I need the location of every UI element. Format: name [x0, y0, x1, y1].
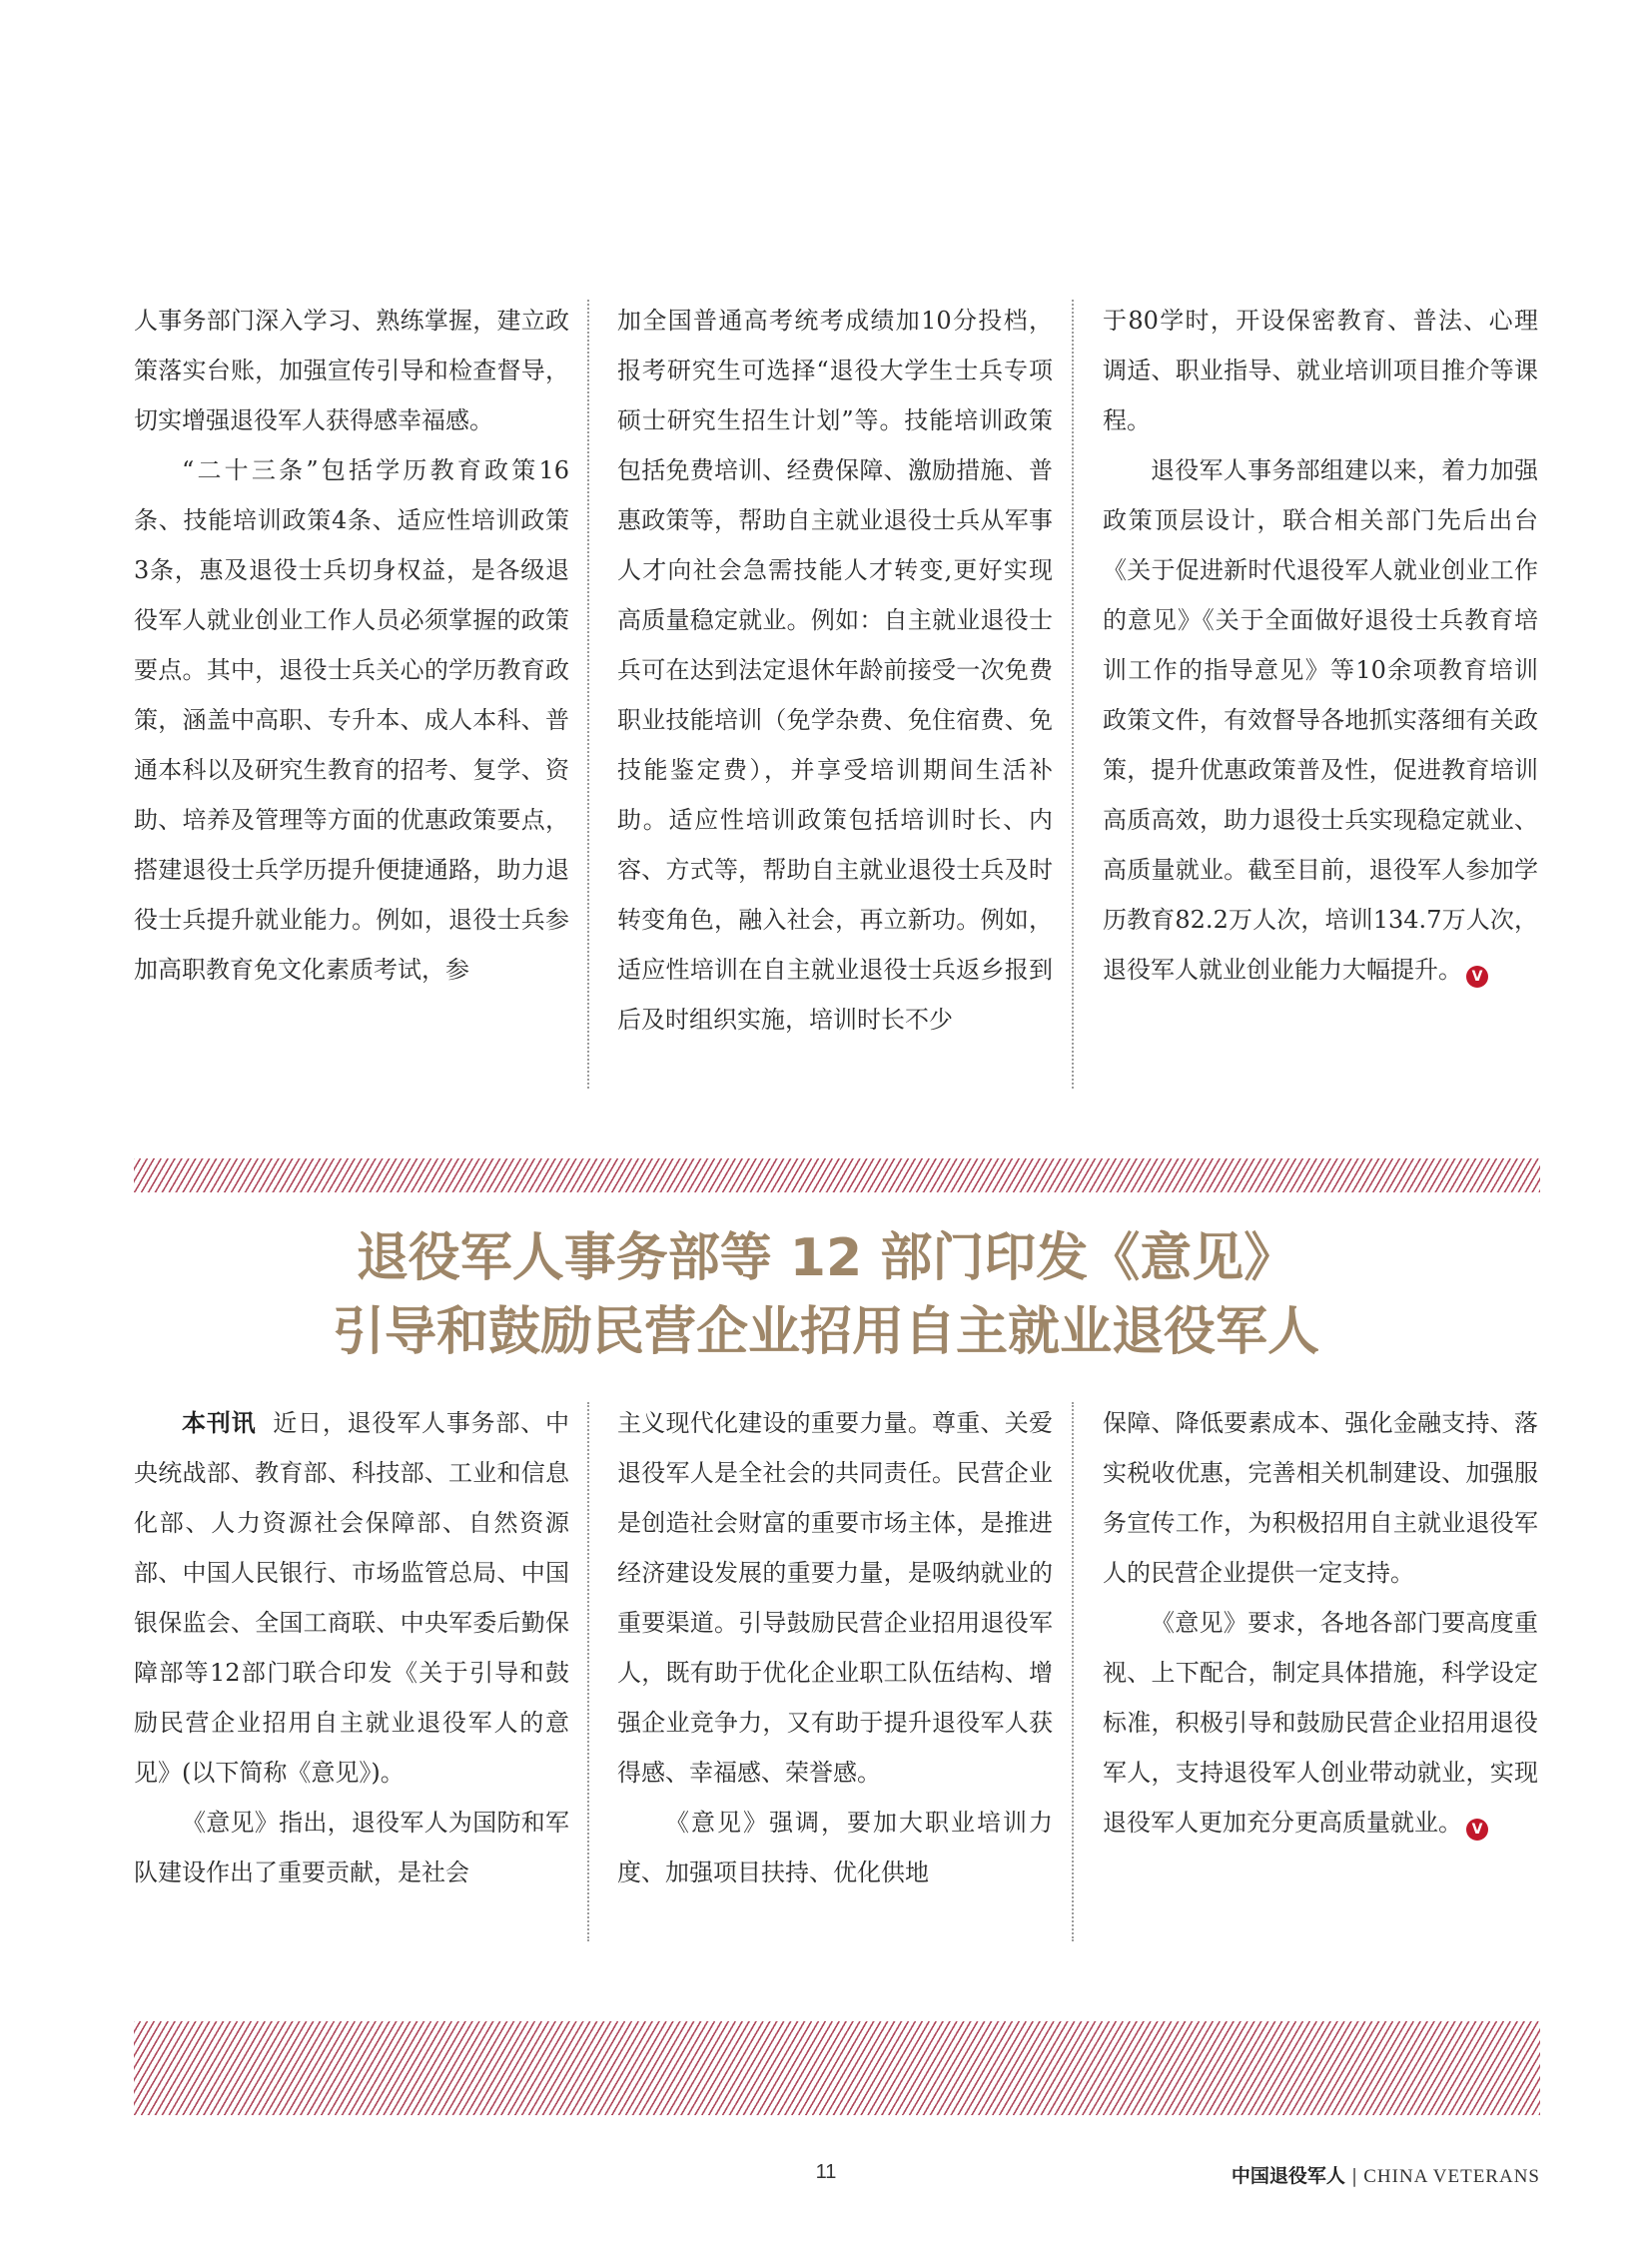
top-col1-paragraph-2: “二十三条”包括学历教育政策16条、技能培训政策4条、适应性培训政策3条，惠及退役士兵切身权益，是各级退役军人就业创业工作人员必须掌握的政策要点。其中，退役士兵关心的学历教育政策，涵盖中高职、专升本、成人本科、普通本科以及研究生教育的招考、复学、资助、培养及管理等方面的优惠政策要点，搭建退役士兵学历提升便捷通路，助力退役士兵提升就业能力。例如，退役士兵参加高职教育免文化素质考试，参	[134, 456, 569, 984]
column-divider	[1072, 300, 1074, 1089]
second-article-column-2	[617, 1398, 1053, 1897]
second-article-column-1	[134, 1398, 569, 1897]
top-article-column-3	[1103, 296, 1538, 995]
second-col3-paragraph-2	[1103, 1598, 1538, 1848]
article-title-line-1: 退役军人事务部等 12 部门印发《意见》	[356, 1228, 1296, 1288]
second-col2-paragraph-1: 主义现代化建设的重要力量。尊重、关爱退役军人是全社会的共同责任。民营企业是创造社会财富的重要市场主体，是推进经济建设发展的重要力量，是吸纳就业的重要渠道。引导鼓励民营企业招用退役军人，既有助于优化企业职工队伍结构、增强企业竞争力，又有助于提升退役军人获得感、幸福感、荣誉感。	[617, 1409, 1053, 1787]
page-number: 11	[815, 2161, 837, 2183]
second-col3-paragraph-1: 保障、降低要素成本、强化金融支持、落实税收优惠，完善相关机制建设、加强服务宣传工作，为积极招用自主就业退役军人的民营企业提供一定支持。	[1103, 1409, 1538, 1587]
top-col3-paragraph-1: 于80学时，开设保密教育、普法、心理调适、职业指导、就业培训项目推介等课程。	[1103, 307, 1538, 434]
magazine-masthead	[1232, 2161, 1540, 2188]
column-divider	[1072, 1402, 1074, 1941]
column-divider	[587, 300, 589, 1089]
top-article-column-1	[134, 296, 569, 995]
lead-label: 本刊讯	[182, 1409, 257, 1437]
column-divider	[587, 1402, 589, 1941]
article-end-icon: V	[1466, 1819, 1488, 1841]
article-title-line-2: 引导和鼓励民营企业招用自主就业退役军人	[332, 1302, 1319, 1362]
second-col3-paragraph-2-text: 《意见》要求，各地各部门要高度重视、上下配合，制定具体措施，科学设定标准，积极引导和鼓励民营企业招用退役军人，支持退役军人创业带动就业，实现退役军人更加充分更高质量就业。	[1103, 1609, 1538, 1837]
magazine-name-cn: 中国退役军人	[1231, 2165, 1345, 2187]
second-col2-paragraph-2: 《意见》强调，要加大职业培训力度、加强项目扶持、优化供地	[617, 1809, 1053, 1886]
second-col1-paragraph-1	[134, 1398, 569, 1798]
top-col3-paragraph-2	[1103, 445, 1538, 995]
masthead-separator: |	[1350, 2165, 1358, 2187]
article-end-icon: V	[1466, 966, 1488, 988]
hatched-decoration-band	[134, 2021, 1540, 2115]
hatched-divider-band	[134, 1158, 1540, 1192]
magazine-name-en: CHINA VETERANS	[1363, 2166, 1540, 2187]
top-col1-paragraph-1: 人事务部门深入学习、熟练掌握，建立政策落实台账，加强宣传引导和检查督导，切实增强退役军人获得感幸福感。	[134, 307, 569, 434]
second-article-column-3	[1103, 1398, 1538, 1848]
top-col3-paragraph-2-text: 退役军人事务部组建以来，着力加强政策顶层设计，联合相关部门先后出台《关于促进新时代退役军人就业创业工作的意见》《关于全面做好退役士兵教育培训工作的指导意见》等10余项教育培训政策文件，有效督导各地抓实落细有关政策，提升优惠政策普及性，促进教育培训高质高效，助力退役士兵实现稳定就业、高质量就业。截至目前，退役军人参加学历教育82.2万人次，培训134.7万人次，退役军人就业创业能力大幅提升。	[1103, 456, 1538, 984]
top-article-column-2	[617, 296, 1053, 1045]
second-col1-paragraph-2: 《意见》指出，退役军人为国防和军队建设作出了重要贡献，是社会	[134, 1809, 569, 1886]
second-col1-paragraph-1-text: 近日，退役军人事务部、中央统战部、教育部、科技部、工业和信息化部、人力资源社会保障部、自然资源部、中国人民银行、市场监管总局、中国银保监会、全国工商联、中央军委后勤保障部等12部门联合印发《关于引导和鼓励民营企业招用自主就业退役军人的意见》(以下简称《意见》)。	[134, 1409, 570, 1787]
top-col2-paragraph-1: 加全国普通高考统考成绩加10分投档，报考研究生可选择“退役大学生士兵专项硕士研究生招生计划”等。技能培训政策包括免费培训、经费保障、激励措施、普惠政策等，帮助自主就业退役士兵从军事人才向社会急需技能人才转变,更好实现高质量稳定就业。例如：自主就业退役士兵可在达到法定退休年龄前接受一次免费职业技能培训（免学杂费、免住宿费、免技能鉴定费），并享受培训期间生活补助。适应性培训政策包括培训时长、内容、方式等，帮助自主就业退役士兵及时转变角色，融入社会，再立新功。例如，适应性培训在自主就业退役士兵返乡报到后及时组织实施，培训时长不少	[617, 307, 1053, 1034]
